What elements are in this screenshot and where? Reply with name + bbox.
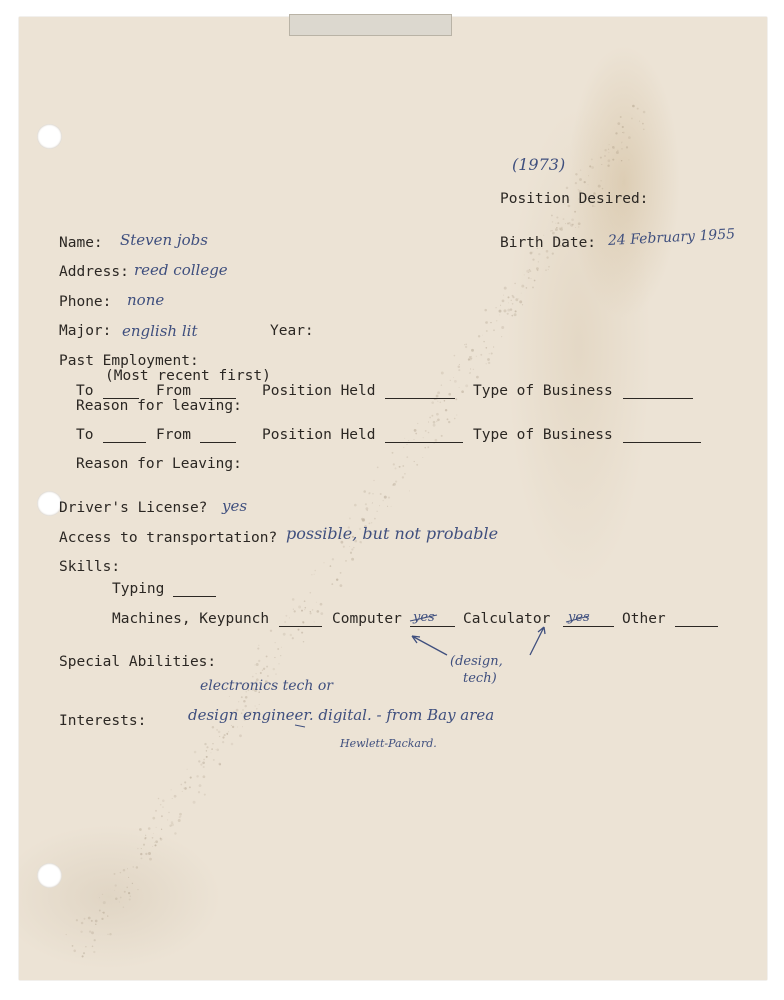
type-of-business-line-2 bbox=[623, 442, 701, 443]
drivers-license-value: yes bbox=[222, 497, 248, 515]
interests-line-2: design engineer. digital. - from Bay area bbox=[188, 706, 495, 724]
arrow-to-calculator bbox=[530, 627, 545, 655]
interests-line-3: Hewlett-Packard. bbox=[340, 737, 437, 750]
phone-label: Phone: bbox=[59, 294, 112, 310]
position-held-line-1 bbox=[385, 398, 455, 399]
other-label: Other bbox=[622, 611, 666, 627]
from-label-1: From bbox=[156, 383, 191, 399]
year-note: (1973) bbox=[512, 155, 566, 174]
birth-date-value: 24 February 1955 bbox=[607, 226, 736, 249]
to-label-2: To bbox=[76, 427, 94, 443]
position-desired-label: Position Desired: bbox=[500, 191, 649, 207]
name-label: Name: bbox=[59, 235, 103, 251]
past-employment-label: Past Employment: bbox=[59, 353, 199, 369]
computer-value: yes bbox=[413, 610, 435, 625]
computer-label: Computer bbox=[332, 611, 402, 627]
birth-date-label: Birth Date: bbox=[500, 235, 597, 251]
to-line-2 bbox=[103, 442, 146, 443]
major-value: english lit bbox=[122, 322, 198, 340]
position-held-label-2: Position Held bbox=[262, 427, 376, 443]
interests-line-1: electronics tech or bbox=[200, 678, 333, 694]
type-of-business-label-2: Type of Business bbox=[473, 427, 613, 443]
machines-keypunch-label: Machines, Keypunch bbox=[112, 611, 270, 627]
position-held-label-1: Position Held bbox=[262, 383, 376, 399]
typing-line bbox=[173, 596, 216, 597]
other-line bbox=[675, 626, 718, 627]
phone-value: none bbox=[127, 291, 165, 309]
type-of-business-line-1 bbox=[623, 398, 693, 399]
skills-label: Skills: bbox=[59, 559, 121, 575]
major-label: Major: bbox=[59, 323, 112, 339]
access-transportation-value: possible, but not probable bbox=[286, 524, 499, 543]
from-line-2 bbox=[200, 442, 236, 443]
reason-for-leaving-label-2: Reason for Leaving: bbox=[76, 456, 242, 472]
interests-underline bbox=[295, 725, 305, 727]
special-abilities-label: Special Abilities: bbox=[59, 654, 217, 670]
address-value: reed college bbox=[134, 261, 228, 279]
calculator-label: Calculator bbox=[463, 611, 551, 627]
calculator-value: yes bbox=[568, 610, 590, 625]
name-value: Steven jobs bbox=[120, 231, 208, 249]
design-tech-note-2: tech) bbox=[463, 671, 497, 686]
to-label-1: To bbox=[76, 383, 94, 399]
arrow-to-computer bbox=[412, 636, 447, 655]
position-held-line-2 bbox=[385, 442, 463, 443]
year-label: Year: bbox=[270, 323, 314, 339]
keypunch-line bbox=[279, 626, 322, 627]
most-recent-first-note: (Most recent first) bbox=[105, 368, 271, 384]
reason-for-leaving-label-1: Reason for leaving: bbox=[76, 398, 242, 414]
interests-label: Interests: bbox=[59, 713, 147, 729]
access-transportation-label: Access to transportation? bbox=[59, 530, 278, 546]
type-of-business-label-1: Type of Business bbox=[473, 383, 613, 399]
typing-label: Typing bbox=[112, 581, 165, 597]
address-label: Address: bbox=[59, 264, 129, 280]
drivers-license-label: Driver's License? bbox=[59, 500, 208, 516]
from-label-2: From bbox=[156, 427, 191, 443]
design-tech-note: (design, bbox=[450, 654, 503, 669]
